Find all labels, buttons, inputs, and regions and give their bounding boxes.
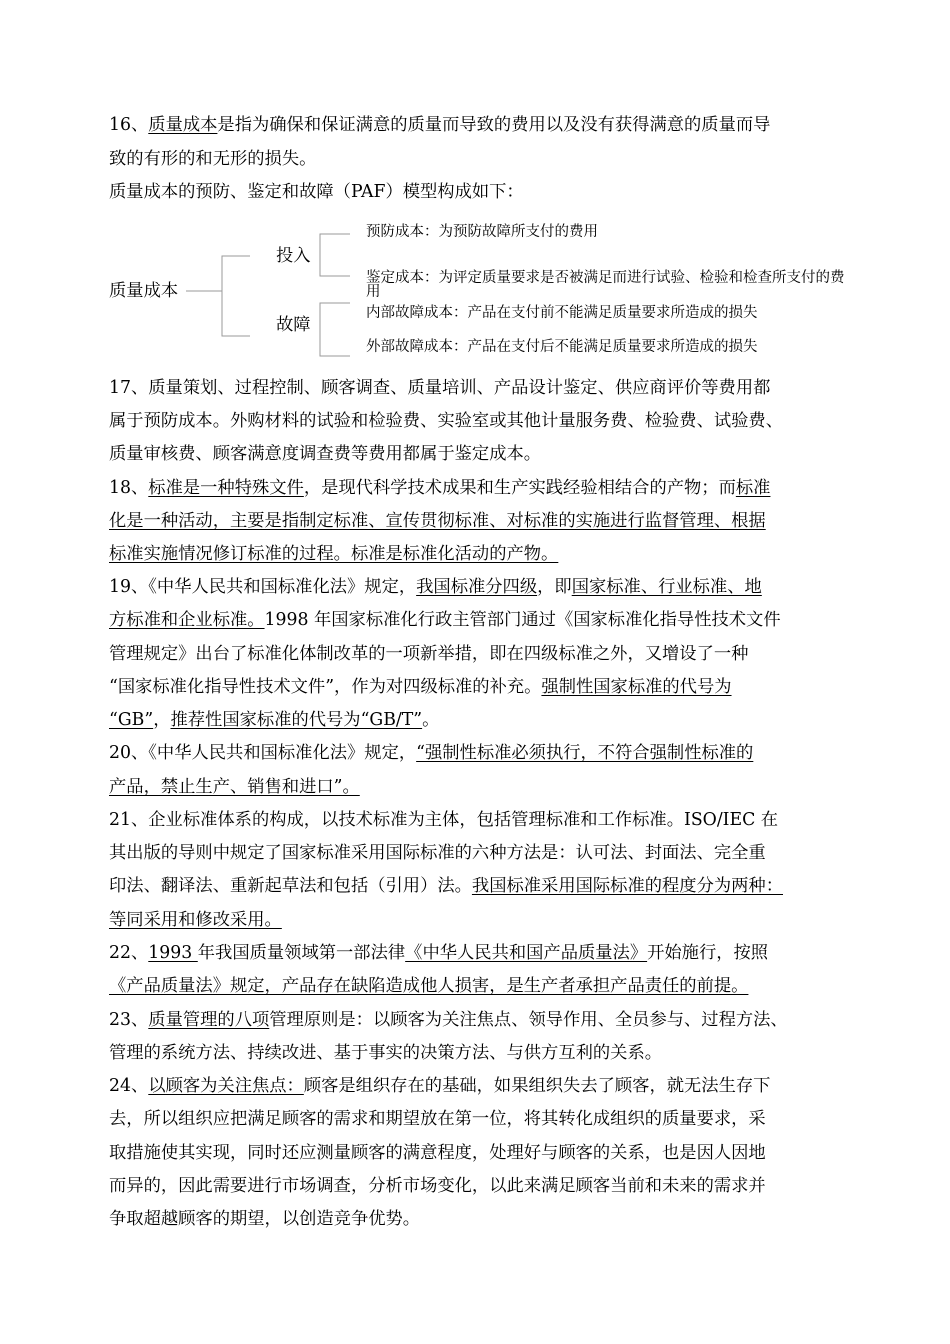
p23-line-1: [109, 1008, 788, 1032]
p22-text-1: 年我国质量领域第一部法律: [197, 943, 406, 963]
diagram-leaf-appraisal-cont: 用: [366, 284, 381, 300]
p17-line-3: 质量审核费、顾客满意度调查费等费用都属于鉴定成本。: [109, 444, 542, 464]
p23-number: 23、: [109, 1010, 149, 1030]
p20-underline-1: “强制性标准必须执行，不符合强制性标准的: [416, 743, 754, 763]
p21-underline-2: 等同采用和修改采用。: [109, 910, 282, 930]
p16-line-2: 致的有形的和无形的损失。: [109, 149, 317, 169]
p18-line-1: [109, 476, 770, 500]
diagram-leaf-appraisal: 鉴定成本：为评定质量要求是否被满足而进行试验、检验和检查所支付的费: [366, 270, 845, 286]
p19-line-3: 管理规定》出台了标准化体制改革的一项新举措，即在四级标准之外，又增设了一种: [109, 644, 749, 664]
diagram-leaf-internal-failure: 内部故障成本：产品在支付前不能满足质量要求所造成的损失: [366, 305, 758, 321]
p23-line-2: 管理的系统方法、持续改进、基于事实的决策方法、与供方互利的关系。: [109, 1043, 663, 1063]
p19-underline-3: 方标准和企业标准。: [109, 610, 265, 630]
p18-text: ，是现代科学技术成果和生产实践经验相结合的产物；而: [303, 478, 736, 498]
p21-line-2: 其出版的导则中规定了国家标准采用国际标准的六种方法是：认可法、封面法、完全重: [109, 843, 766, 863]
p20-line-2: [109, 775, 360, 799]
p18-line-2: [109, 509, 766, 533]
p18-line-3: [109, 542, 558, 566]
p19-text-5: ，: [153, 710, 171, 730]
p24-line-1: [109, 1074, 770, 1098]
p17-line-1: 17、质量策划、过程控制、顾客调查、质量培训、产品设计鉴定、供应商评价等费用都: [109, 378, 771, 398]
p21-underline-1: 我国标准采用国际标准的程度分为两种：: [471, 876, 783, 896]
p21-line-1: 21、企业标准体系的构成，以技术标准为主体，包括管理标准和工作标准。ISO/IEC 在: [109, 810, 779, 830]
p18-number: 18、: [109, 478, 149, 498]
diagram-leaf-prevention: 预防成本：为预防故障所支付的费用: [366, 224, 598, 240]
p19-underline-4: 强制性国家标准的代号为: [541, 677, 732, 697]
p19-line-5: [109, 708, 439, 732]
p19-underline-6: 推荐性国家标准的代号为“GB/T”: [170, 710, 423, 730]
p18-underline-1: 标准是一种特殊文件: [148, 478, 304, 498]
p22-line-2: [109, 974, 748, 998]
p21-line-3: [109, 874, 783, 898]
p21-line-4: [109, 908, 282, 932]
p19-text-2: ，即: [537, 577, 572, 597]
p19-underline-5: “GB”: [109, 710, 154, 730]
diagram-branch-failure: 故障: [276, 315, 311, 335]
p24-line-5: 争取超越顾客的期望，以创造竞争优势。: [109, 1209, 421, 1229]
p22-number: 22、: [109, 943, 149, 963]
p17-line-2: 属于预防成本。外购材料的试验和检验费、实验室或其他计量服务费、检验费、试验费、: [109, 411, 783, 431]
p23-text: 管理原则是：以顾客为关注焦点、领导作用、全员参与、过程方法、: [269, 1010, 788, 1030]
p19-text-4: “国家标准化指导性技术文件”，作为对四级标准的补充。: [109, 677, 542, 697]
diagram-leaf-external-failure: 外部故障成本：产品在支付后不能满足质量要求所造成的损失: [366, 339, 758, 355]
p19-text-3: 1998 年国家标准化行政主管部门通过《国家标准化指导性技术文件: [264, 610, 781, 630]
p19-text-1: 19、《中华人民共和国标准化法》规定，: [109, 577, 417, 597]
p21-text: 印法、翻译法、重新起草法和包括（引用）法。: [109, 876, 472, 896]
p19-underline-2: 国家标准、行业标准、地: [571, 577, 762, 597]
p20-text: 20、《中华人民共和国标准化法》规定，: [109, 743, 417, 763]
p24-line-4: 而异的，因此需要进行市场调查，分析市场变化，以此来满足顾客当前和未来的需求并: [109, 1176, 766, 1196]
p16-line-1: [109, 113, 770, 137]
p19-line-2: [109, 608, 781, 632]
p19-line-1: [109, 575, 762, 599]
p24-text: 顾客是组织存在的基础，如果组织失去了顾客，就无法生存下: [303, 1076, 771, 1096]
p22-underline-law: 《中华人民共和国产品质量法》: [405, 943, 648, 963]
p23-underline: 质量管理的八项: [148, 1010, 270, 1030]
p24-line-2: 去，所以组织应把满足顾客的需求和期望放在第一位，将其转化成组织的质量要求，采: [109, 1109, 766, 1129]
p19-text-6: 。: [422, 710, 440, 730]
p22-underline-year: 1993: [148, 943, 198, 963]
p16-number: 16、: [109, 115, 149, 135]
p16-text: 是指为确保和保证满意的质量而导致的费用以及没有获得满意的质量而导: [217, 115, 771, 135]
p24-underline: 以顾客为关注焦点：: [148, 1076, 304, 1096]
p24-number: 24、: [109, 1076, 149, 1096]
p24-line-3: 取措施使其实现，同时还应测量顾客的满意程度，处理好与顾客的关系，也是因人因地: [109, 1143, 766, 1163]
diagram-branch-invest: 投入: [276, 246, 311, 266]
diagram-root-quality-cost: 质量成本: [109, 281, 179, 301]
p16-line-3: 质量成本的预防、鉴定和故障（PAF）模型构成如下：: [109, 182, 524, 202]
term-quality-cost: 质量成本: [148, 115, 218, 135]
p22-text-2: 开始施行，按照: [647, 943, 769, 963]
p19-line-4: [109, 675, 732, 699]
p19-underline-1: 我国标准分四级: [416, 577, 538, 597]
p20-underline-2: 产品，禁止生产、销售和进口”。: [109, 777, 360, 797]
p22-line-1: [109, 941, 768, 965]
p18-underline-3: 化是一种活动，主要是指制定标准、宣传贯彻标准、对标准的实施进行监督管理、根据: [109, 511, 766, 531]
p20-line-1: [109, 741, 753, 765]
p18-underline-2: 标准: [735, 478, 771, 498]
p18-underline-4: 标准实施情况修订标准的过程。标准是标准化活动的产物。: [109, 544, 559, 564]
p22-underline-3: 《产品质量法》规定，产品存在缺陷造成他人损害，是生产者承担产品责任的前提。: [109, 976, 749, 996]
